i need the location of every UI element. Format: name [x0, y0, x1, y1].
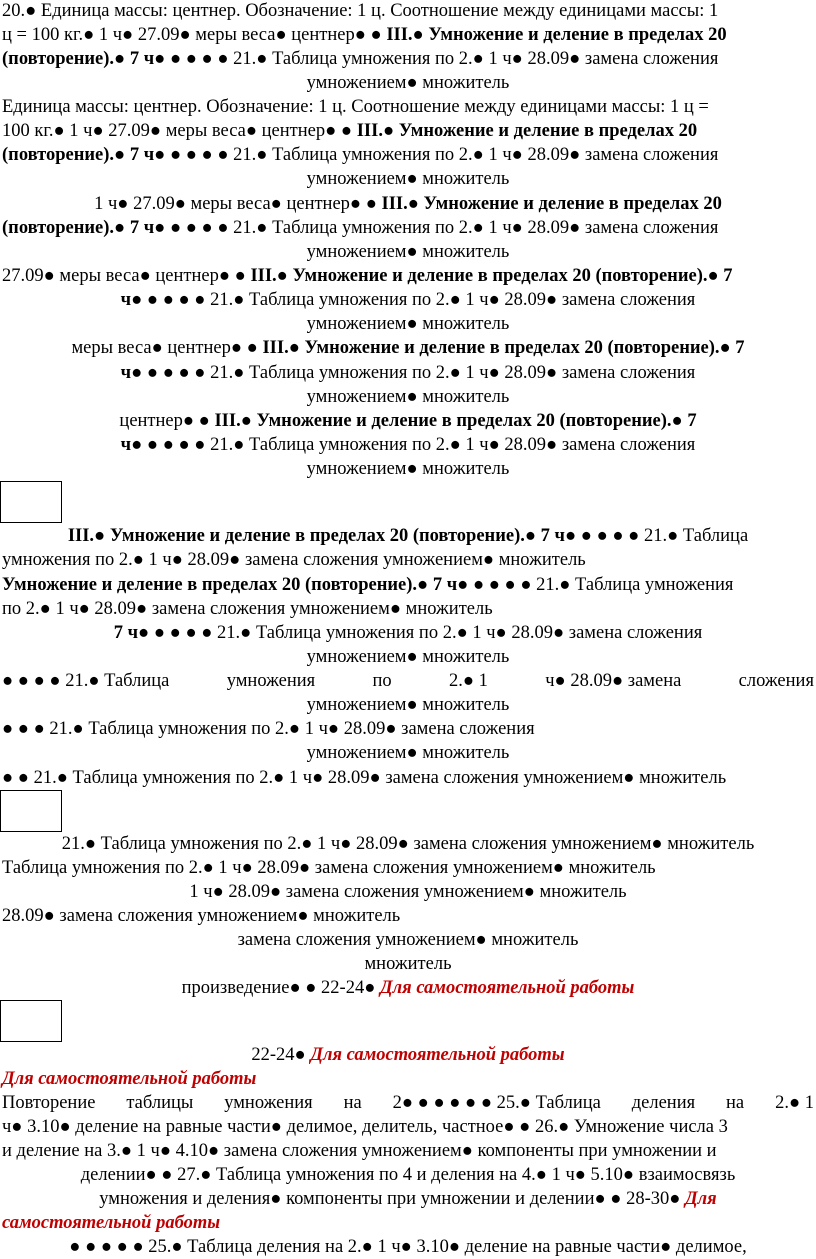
text-line: умножением● множитель: [306, 387, 510, 407]
text-line: (повторение).● 7 ч● ● ● ● ● 21.● Таблица умножения по 2.● 1 ч● 28.09● замена сложения: [2, 145, 719, 165]
text-line: центнер● ● III.● Умножение и деление в пределах 20 (повторение).● 7: [119, 411, 697, 431]
text-line: умножением● множитель: [306, 695, 510, 715]
text-line: ● ● 21.● Таблица умножения по 2.● 1 ч● 28.09● замена сложения умножением● множитель: [2, 768, 727, 788]
text-line: умножением● множитель: [306, 647, 510, 667]
text-line: 28.09● замена сложения умножением● множитель: [2, 906, 401, 926]
text-line: умножения по 2.● 1 ч● 28.09● замена сложения умножением● множитель: [2, 550, 586, 570]
text-line: 27.09● меры веса● центнер● ● III.● Умножение и деление в пределах 20 (повторение).● 7: [2, 266, 733, 286]
text-line: Таблица умножения по 2.● 1 ч● 28.09● замена сложения умножением● множитель: [2, 858, 656, 878]
text-line: Единица массы: центнер. Обозначение: 1 ц. Соотношение между единицами массы: 1 ц =: [2, 97, 709, 117]
text-line: ● ● ● ● 21.● Таблица умножения по 2.● 1 ч● 28.09● замена сложения: [2, 671, 814, 691]
text-line: и деление на 3.● 1 ч● 4.10● замена сложения умножением● компоненты при умножении и: [2, 1141, 717, 1161]
text-line: умножением● множитель: [306, 459, 510, 479]
text-line: делении● ● 27.● Таблица умножения по 4 и деления на 4.● 1 ч● 5.10● взаимосвязь: [80, 1165, 736, 1185]
text-line: Для самостоятельной работы: [2, 1069, 257, 1089]
text-line: умножением● множитель: [306, 73, 510, 93]
text-line: самостоятельной работы: [2, 1213, 221, 1233]
text-line: умножением● множитель: [306, 743, 510, 763]
text-line: (повторение).● 7 ч● ● ● ● ● 21.● Таблица умножения по 2.● 1 ч● 28.09● замена сложения: [2, 49, 719, 69]
empty-box: [0, 481, 62, 523]
text-line: ч● ● ● ● ● 21.● Таблица умножения по 2.● 1 ч● 28.09● замена сложения: [120, 290, 696, 310]
text-line: 20.● Единица массы: центнер. Обозначение: 1 ц. Соотношение между единицами массы: 1: [2, 1, 719, 21]
text-line: замена сложения умножением● множитель: [237, 930, 579, 950]
text-line: Повторение таблицы умножения на 2● ● ● ● ● ● 25.● Таблица деления на 2.● 1: [2, 1093, 814, 1113]
text-line: множитель: [364, 954, 452, 974]
text-line: III.● Умножение и деление в пределах 20 (повторение).● 7 ч● ● ● ● ● 21.● Таблица: [67, 526, 749, 546]
text-line: 1 ч● 27.09● меры веса● центнер● ● III.● Умножение и деление в пределах 20: [94, 194, 722, 214]
text-line: умножением● множитель: [306, 169, 510, 189]
text-line: умножения и деления● компоненты при умножении и делении● ● 28-30● Для: [99, 1189, 717, 1209]
text-line: 22-24● Для самостоятельной работы: [251, 1045, 565, 1065]
text-line: (повторение).● 7 ч● ● ● ● ● 21.● Таблица умножения по 2.● 1 ч● 28.09● замена сложения: [2, 218, 719, 238]
text-line: ч● ● ● ● ● 21.● Таблица умножения по 2.● 1 ч● 28.09● замена сложения: [120, 363, 696, 383]
text-line: 100 кг.● 1 ч● 27.09● меры веса● центнер● ● III.● Умножение и деление в пределах 20: [2, 121, 698, 141]
text-line: 7 ч● ● ● ● ● 21.● Таблица умножения по 2.● 1 ч● 28.09● замена сложения: [113, 623, 703, 643]
text-line: произведение● ● 22-24● Для самостоятельной работы: [181, 978, 635, 998]
empty-box: [0, 1000, 62, 1042]
empty-box: [0, 790, 62, 832]
text-line: меры веса● центнер● ● III.● Умножение и деление в пределах 20 (повторение).● 7: [71, 338, 745, 358]
text-line: ч● 3.10● деление на равные части● делимое, делитель, частное● ● 26.● Умножение числа 3: [2, 1117, 728, 1137]
text-line: умножением● множитель: [306, 314, 510, 334]
text-line: ● ● ● 21.● Таблица умножения по 2.● 1 ч● 28.09● замена сложения: [2, 719, 535, 739]
text-line: 21.● Таблица умножения по 2.● 1 ч● 28.09● замена сложения умножением● множитель: [61, 834, 755, 854]
text-line: Умножение и деление в пределах 20 (повторение).● 7 ч● ● ● ● ● 21.● Таблица умножения: [2, 575, 734, 595]
text-line: по 2.● 1 ч● 28.09● замена сложения умножением● множитель: [2, 599, 493, 619]
text-line: ч● ● ● ● ● 21.● Таблица умножения по 2.● 1 ч● 28.09● замена сложения: [120, 435, 696, 455]
text-line: ц = 100 кг.● 1 ч● 27.09● меры веса● центнер● ● III.● Умножение и деление в пределах 20: [2, 25, 727, 45]
text-line: умножением● множитель: [306, 242, 510, 262]
text-line: ● ● ● ● ● 25.● Таблица деления на 2.● 1 ч● 3.10● деление на равные части● делимое,: [69, 1237, 747, 1257]
text-line: 1 ч● 28.09● замена сложения умножением● множитель: [189, 882, 627, 902]
